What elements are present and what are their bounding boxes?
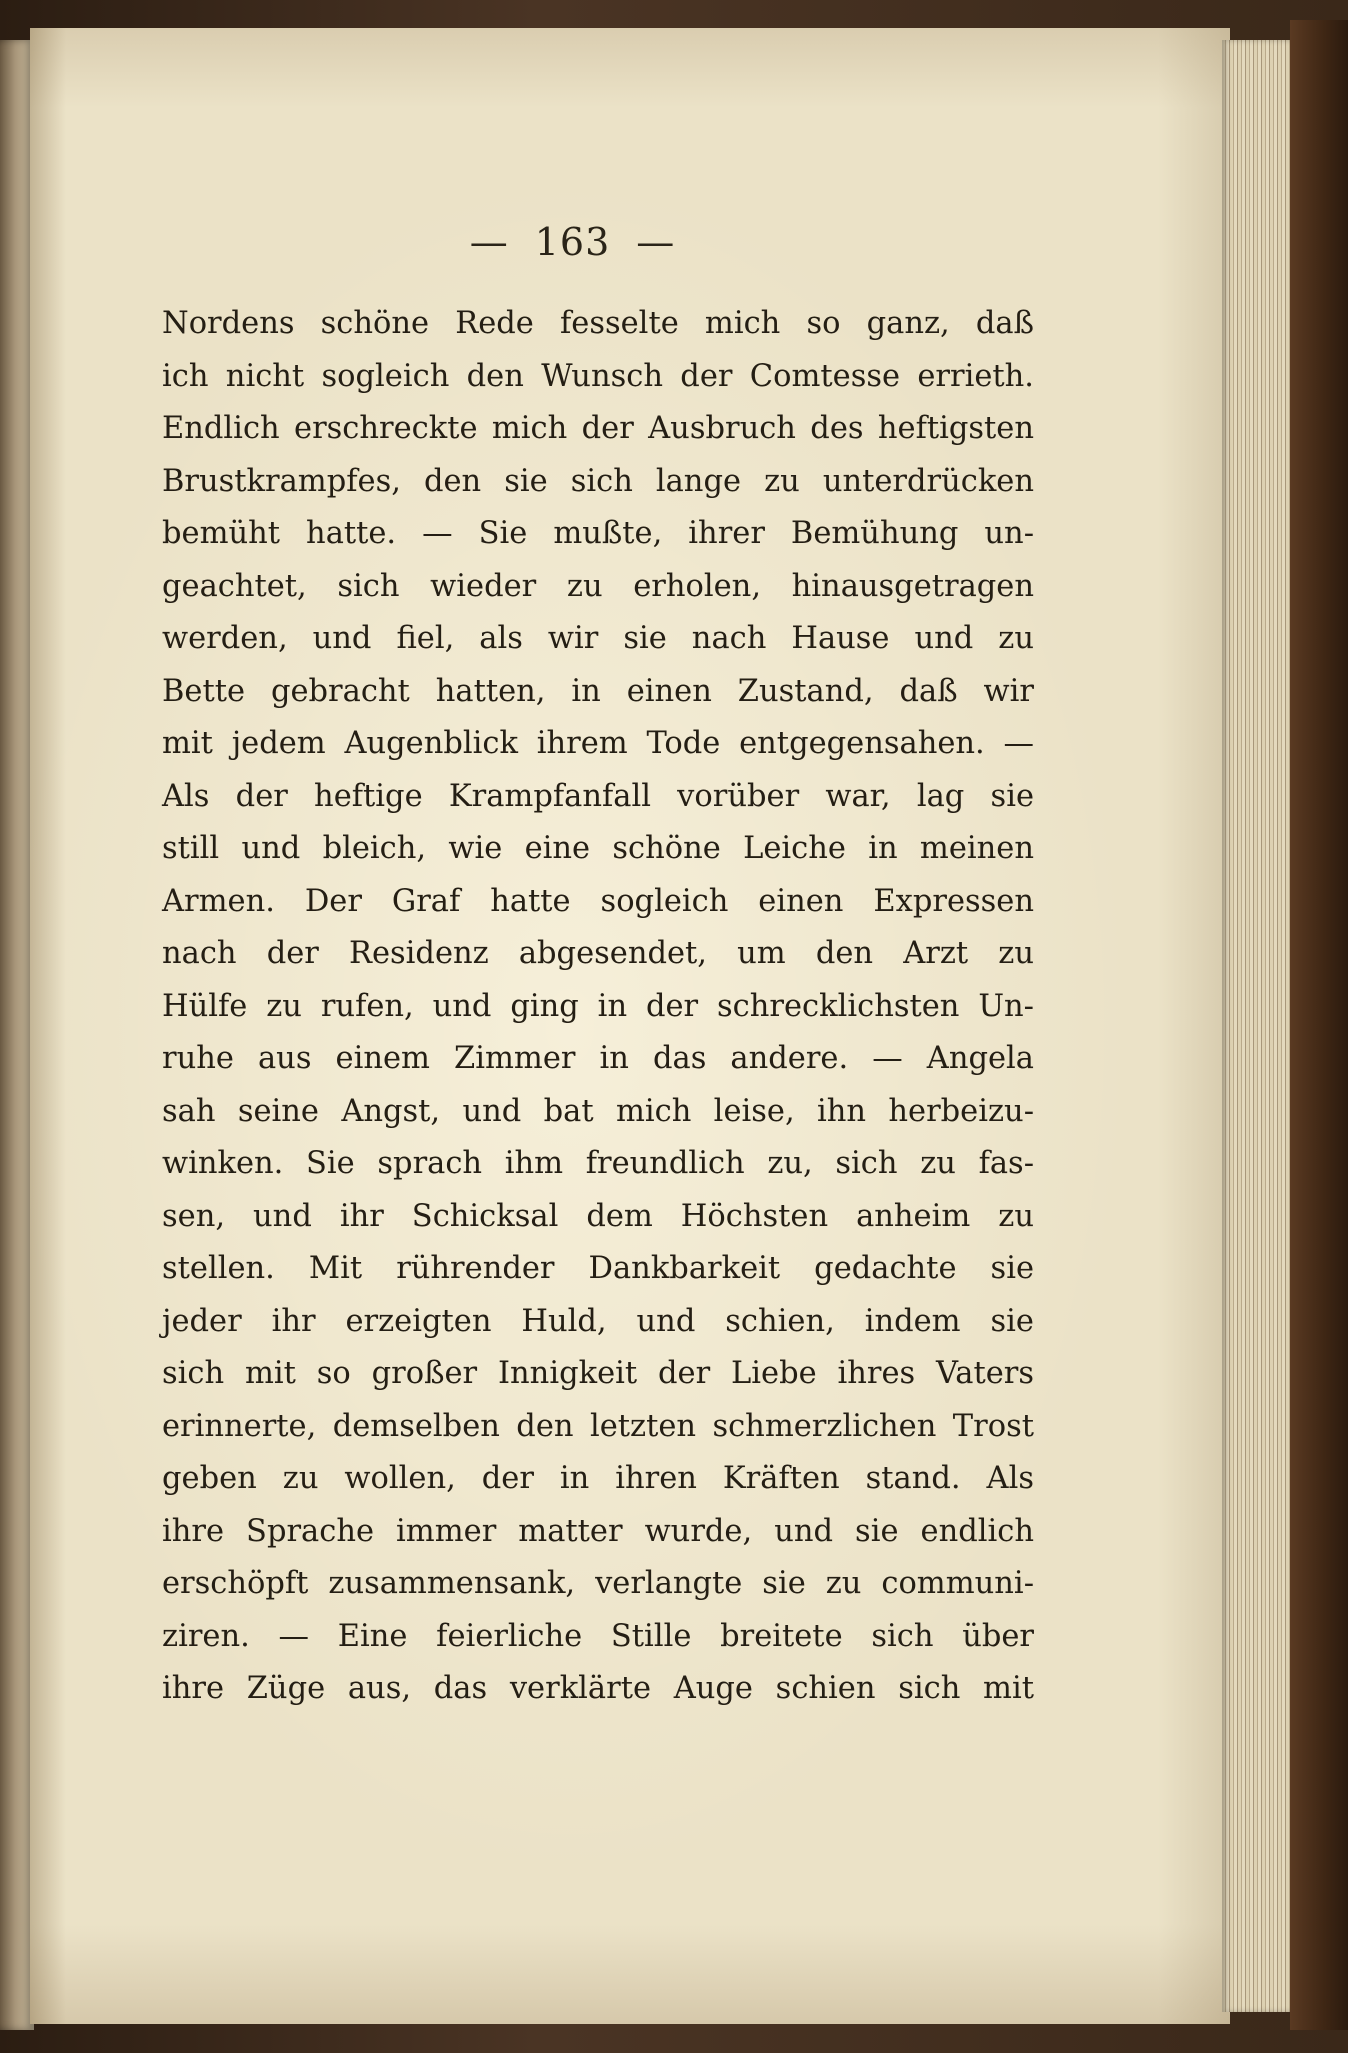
text-line: ich nicht sogleich den Wunsch der Comtesse errieth. [162,358,1034,394]
text-line: sen, und ihr Schicksal dem Höchsten anheim zu [162,1198,1034,1234]
book-page [30,28,1230,2024]
text-line: geachtet, sich wieder zu erholen, hinausgetragen [162,568,1034,604]
book-cover-edge [1290,20,1348,2030]
text-line: erinnerte, demselben den letzten schmerzlichen Trost [162,1408,1034,1444]
body-text [162,298,1034,1716]
text-line: Armen. Der Graf hatte sogleich einen Expressen [162,883,1034,919]
page-number-header [30,220,1115,264]
text-line: mit jedem Augenblick ihrem Tode entgegensahen. — [162,726,1034,761]
text-line: Endlich erschreckte mich der Ausbruch des heftigsten [162,411,1034,446]
text-line: still und bleich, wie eine schöne Leiche in meinen [162,831,1034,866]
text-line: Bette gebracht hatten, in einen Zustand, daß wir [162,673,1034,709]
text-line: Nordens schöne Rede fesselte mich so ganz, daß [162,306,1034,341]
text-line: jeder ihr erzeigten Huld, und schien, indem sie [162,1303,1034,1339]
text-line: ziren. — Eine feierliche Stille breitete sich über [162,1618,1034,1654]
left-page-edge [0,40,34,2030]
text-line: bemüht hatte. — Sie mußte, ihrer Bemühung un- [162,516,1034,551]
text-line: ihre Sprache immer matter wurde, und sie endlich [162,1513,1034,1549]
page-number-dash-right: — [636,220,676,264]
text-line: erschöpft zusammensank, verlangte sie zu communi- [162,1566,1034,1601]
page-number: 163 [534,220,611,264]
text-line: stellen. Mit rührender Dankbarkeit gedachte sie [162,1251,1034,1286]
text-line: werden, und fiel, als wir sie nach Hause und zu [162,621,1034,656]
text-line: geben zu wollen, der in ihren Kräften stand. Als [162,1461,1034,1496]
page-edges-stack [1222,40,1292,2012]
text-line: nach der Residenz abgesendet, um den Arzt zu [162,936,1034,971]
page-number-dash-left: — [469,220,509,264]
text-line: sah seine Angst, und bat mich leise, ihn herbeizu- [162,1093,1034,1129]
text-line: Brustkrampfes, den sie sich lange zu unterdrücken [162,463,1034,499]
text-line: sich mit so großer Innigkeit der Liebe ihres Vaters [162,1356,1034,1391]
text-line: ruhe aus einem Zimmer in das andere. — Angela [162,1041,1034,1076]
text-line: winken. Sie sprach ihm freundlich zu, sich zu fas- [162,1146,1034,1181]
text-line: ihre Züge aus, das verklärte Auge schien sich mit [162,1671,1034,1706]
text-line: Als der heftige Krampfanfall vorüber war, lag sie [162,778,1034,814]
text-line: Hülfe zu rufen, und ging in der schrecklichsten Un- [162,988,1034,1024]
